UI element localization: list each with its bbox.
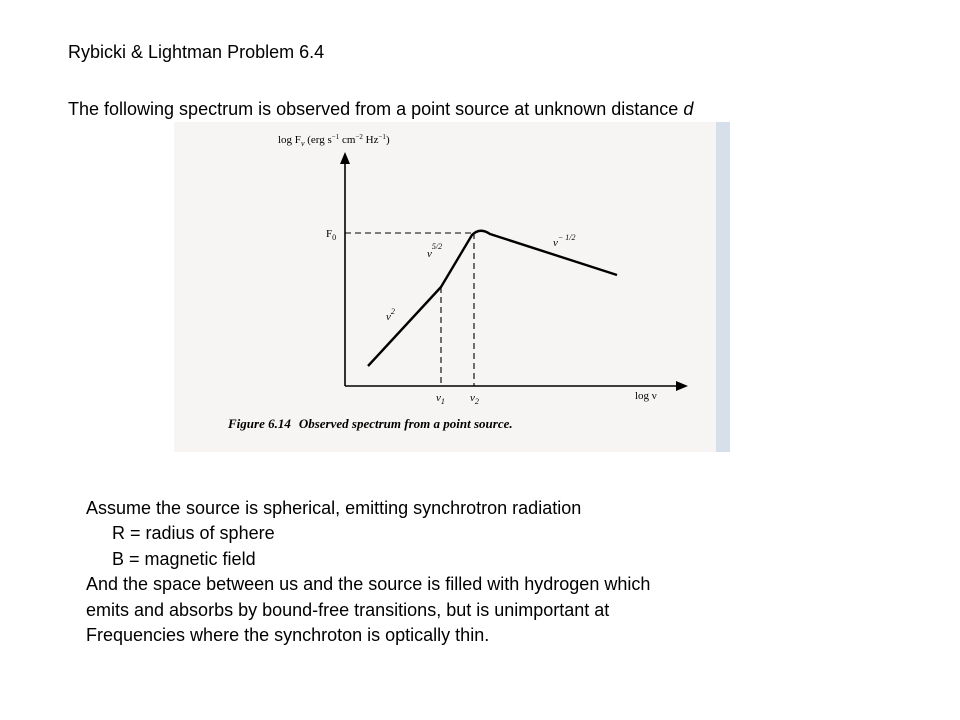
spectrum-figure-svg xyxy=(174,122,730,452)
y-axis-label: $\log F_\nu$ (erg $s^{-1}$ $cm^{-2}$ $Hz^{-1}$) xyxy=(278,133,390,148)
figure-caption xyxy=(227,416,513,431)
body-line-1: Assume the source is spherical, emitting synchrotron radiation xyxy=(86,498,582,518)
segment-label-nu-minus1-2: $\nu^{- 1/2}$ xyxy=(553,233,576,249)
intro-distance-variable: d xyxy=(683,99,694,119)
page-title: Rybicki & Lightman Problem 6.4 xyxy=(68,42,325,62)
body-line-2: R = radius of sphere xyxy=(112,523,275,544)
body-line-5: emits and absorbs by bound-free transitions, but is unimportant at xyxy=(86,599,610,620)
figure-caption-number: Figure 6.14 xyxy=(228,416,291,431)
spectrum-figure xyxy=(174,122,730,452)
intro-text xyxy=(68,98,693,120)
scan-background xyxy=(174,122,730,452)
intro-sentence: The following spectrum is observed from a point source at unknown distance xyxy=(68,99,684,119)
body-line-4: And the space between us and the source is filled with hydrogen which xyxy=(86,574,651,595)
body-line-3: B = magnetic field xyxy=(112,548,256,569)
scan-edge xyxy=(716,122,730,452)
body-line-6: Frequencies where the synchroton is optically thin. xyxy=(86,625,490,646)
nu1-tick-label: $\nu_1$ xyxy=(436,392,445,406)
segment-label-nu2: $\nu^2$ xyxy=(386,307,395,323)
problem-description xyxy=(86,496,650,648)
segment-label-nu5-2: $\nu^{5/2}$ xyxy=(427,242,443,260)
nu2-tick-label: $\nu_2$ xyxy=(470,392,479,406)
f0-label: $F_0$ xyxy=(326,228,337,242)
x-axis-label: log ν xyxy=(635,390,657,402)
figure-caption-text: Observed spectrum from a point source. xyxy=(298,416,513,431)
